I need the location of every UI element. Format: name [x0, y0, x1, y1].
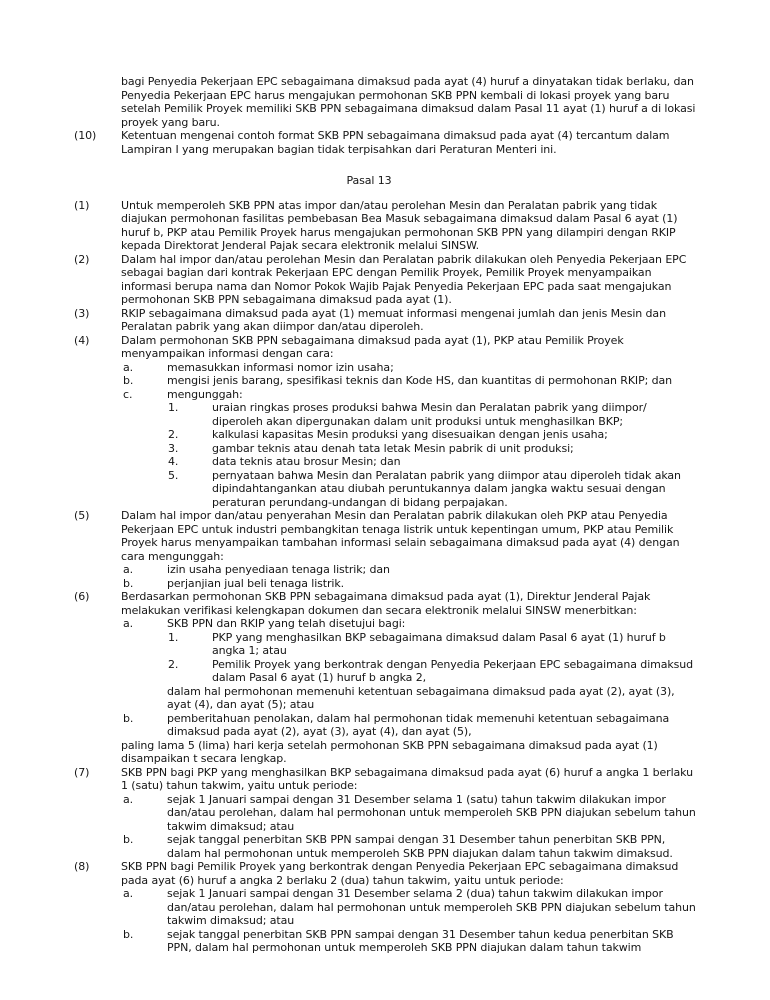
doc-list-item — [0, 766, 770, 793]
item-text: paling lama 5 (lima) hari kerja setelah permohonan SKB PPN sebagaimana dimaksud pada ayat (1) disampaikan t secara lengkap. — [121, 738, 658, 765]
doc-paragraph — [0, 739, 770, 766]
item-text: perjanjian jual beli tenaga listrik. — [167, 576, 345, 590]
doc-list-item — [0, 658, 770, 685]
item-marker: (1) — [74, 198, 90, 212]
item-marker: a. — [123, 887, 134, 900]
item-text: pernyataan bahwa Mesin dan Peralatan pabrik yang diimpor atau diperoleh tidak akan dipindahtangankan atau diubah peruntukannya dalam jangka waktu sesuai dengan peraturan perundang-undangan di bidang perpajakan. — [212, 468, 681, 509]
item-text: SKB PPN dan RKIP yang telah disetujui bagi: — [167, 617, 406, 630]
item-text: sejak tanggal penerbitan SKB PPN sampai dengan 31 Desember tahun penerbitan SKB PPN, dalam hal permohonan untuk memperoleh SKB PPN diajukan dalam tahun takwim dimaksud. — [167, 833, 673, 860]
doc-list-item — [0, 563, 770, 577]
item-marker: 1. — [168, 401, 179, 414]
doc-list-item — [0, 361, 770, 375]
doc-list-item — [0, 253, 770, 307]
doc-paragraph — [0, 685, 770, 712]
doc-list-item — [0, 428, 770, 442]
doc-list-item — [0, 307, 770, 334]
item-marker: 2. — [168, 657, 179, 671]
item-marker: (10) — [74, 129, 97, 142]
item-text: Pemilik Proyek yang berkontrak dengan Penyedia Pekerjaan EPC sebagaimana dimaksud dalam Pasal 6 ayat (1) huruf b angka 2, — [212, 657, 694, 684]
item-marker: 4. — [168, 455, 179, 468]
item-text: sejak 1 Januari sampai dengan 31 Desember selama 1 (satu) tahun takwim dilakukan impor dan/atau perolehan, dalam hal permohonan untuk memperoleh SKB PPN diajukan sebelum tahun takwim dimaksud; atau — [167, 792, 696, 833]
item-text: mengisi jenis barang, spesifikasi teknis dan Kode HS, dan kuantitas di permohonan RKIP; dan — [167, 374, 673, 387]
item-text: dalam hal permohonan memenuhi ketentuan sebagaimana dimaksud pada ayat (2), ayat (3), ayat (4), dan ayat (5); atau — [167, 684, 675, 711]
item-text: RKIP sebagaimana dimaksud pada ayat (1) memuat informasi mengenai jumlah dan jenis Mesin dan Peralatan pabrik yang akan diimpor dan/atau diperoleh. — [121, 306, 666, 333]
doc-list-item — [0, 590, 770, 617]
doc-list-item — [0, 469, 770, 510]
doc-list-item — [0, 388, 770, 402]
doc-list-item — [0, 793, 770, 834]
item-text: kalkulasi kapasitas Mesin produksi yang disesuaikan dengan jenis usaha; — [212, 428, 608, 441]
doc-list-item — [0, 509, 770, 563]
document-body — [0, 75, 770, 955]
doc-list-item — [0, 887, 770, 928]
item-text: Untuk memperoleh SKB PPN atas impor dan/atau perolehan Mesin dan Peralatan pabrik yang tidak diajukan permohonan fasilitas pembebasan Bea Masuk sebagaimana dimaksud dalam Pasal 6 ayat (1) huruf b, PKP atau Pemilik Proyek harus mengajukan permohonan SKB PPN yang dilampiri dengan RKIP kepada Direktorat Jenderal Pajak secara elektronik melalui SINSW. — [121, 198, 678, 252]
item-marker: b. — [123, 576, 134, 590]
item-marker: b. — [123, 833, 134, 846]
item-text: sejak 1 Januari sampai dengan 31 Desember selama 2 (dua) tahun takwim dilakukan impor dan/atau perolehan, dalam hal permohonan untuk memperoleh SKB PPN diajukan sebelum tahun takwim dimaksud; atau — [167, 887, 696, 927]
item-text: SKB PPN bagi Pemilik Proyek yang berkontrak dengan Penyedia Pekerjaan EPC sebagaimana dimaksud pada ayat (6) huruf a angka 2 berlaku 2 (dua) tahun takwim, yaitu untuk periode: — [121, 860, 679, 887]
doc-list-item — [0, 374, 770, 388]
item-marker: a. — [123, 563, 134, 576]
item-text: Dalam hal impor dan/atau penyerahan Mesin dan Peralatan pabrik dilakukan oleh PKP atau Penyedia Pekerjaan EPC untuk industri pembangkitan tenaga listrik untuk kepentingan umum, PKP atau Pemilik Proyek harus menyampaikan tambahan informasi selain sebagaimana dimaksud pada ayat (4) dengan cara mengunggah: — [121, 509, 680, 563]
doc-list-item — [0, 199, 770, 253]
item-text: gambar teknis atau denah tata letak Mesin pabrik di unit produksi; — [212, 441, 574, 455]
item-marker: (6) — [74, 590, 90, 603]
item-text: pemberitahuan penolakan, dalam hal permohonan tidak memenuhi ketentuan sebagaimana dimaksud pada ayat (2), ayat (3), ayat (4), dan ayat (5), — [167, 711, 670, 738]
doc-list-item — [0, 334, 770, 361]
item-marker: (3) — [74, 306, 90, 320]
item-marker: a. — [123, 792, 134, 806]
item-text: data teknis atau brosur Mesin; dan — [212, 455, 401, 468]
item-text: SKB PPN bagi PKP yang menghasilkan BKP sebagaimana dimaksud pada ayat (6) huruf a angka 1 berlaku 1 (satu) tahun takwim, yaitu untuk periode: — [121, 765, 693, 792]
doc-list-item — [0, 860, 770, 887]
section-heading: Pasal 13 — [346, 174, 392, 187]
item-marker: b. — [123, 927, 134, 941]
item-text: Berdasarkan permohonan SKB PPN sebagaimana dimaksud pada ayat (1), Direktur Jenderal Pajak melakukan verifikasi kelengkapan dokumen dan secara elektronik melalui SINSW menerbitkan: — [121, 590, 651, 617]
item-marker: a. — [123, 360, 134, 374]
item-marker: 5. — [168, 468, 179, 482]
item-text: izin usaha penyediaan tenaga listrik; dan — [167, 563, 390, 576]
item-marker: (5) — [74, 509, 90, 522]
doc-list-item — [0, 833, 770, 860]
item-marker: 1. — [168, 630, 179, 644]
item-text: bagi Penyedia Pekerjaan EPC sebagaimana dimaksud pada ayat (4) huruf a dinyatakan tidak berlaku, dan Penyedia Pekerjaan EPC harus mengajukan permohonan SKB PPN kembali di lokasi proyek yang baru setelah Pemilik Proyek memiliki SKB PPN sebagaimana dimaksud dalam Pasal 11 ayat (1) huruf a di lokasi proyek yang baru. — [121, 75, 696, 129]
item-text: sejak tanggal penerbitan SKB PPN sampai dengan 31 Desember tahun kedua penerbitan SKB PPN, dalam hal permohonan untuk memperoleh SKB PPN diajukan dalam tahun takwim — [167, 927, 674, 954]
doc-list-item — [0, 577, 770, 591]
item-text: memasukkan informasi nomor izin usaha; — [167, 360, 394, 374]
doc-list-item — [0, 712, 770, 739]
item-text: Dalam hal impor dan/atau perolehan Mesin dan Peralatan pabrik dilakukan oleh Penyedia Pekerjaan EPC sebagai bagian dari kontrak Pekerjaan EPC dengan Pemilik Proyek, Pemilik Proyek menyampaikan informasi berupa nama dan Nomor Pokok Wajib Pajak Penyedia Pekerjaan EPC pada saat mengajukan permohonan SKB PPN sebagaimana dimaksud pada ayat (1). — [121, 252, 687, 306]
item-marker: b. — [123, 711, 134, 725]
doc-list-item — [0, 442, 770, 456]
item-marker: a. — [123, 617, 134, 630]
item-text: mengunggah: — [167, 387, 243, 401]
doc-list-item — [0, 129, 770, 156]
item-marker: (4) — [74, 333, 90, 347]
item-marker: b. — [123, 374, 134, 387]
item-marker: (2) — [74, 252, 90, 266]
item-text: Dalam permohonan SKB PPN sebagaimana dimaksud pada ayat (1), PKP atau Pemilik Proyek menyampaikan informasi dengan cara: — [121, 333, 624, 360]
item-text: Ketentuan mengenai contoh format SKB PPN sebagaimana dimaksud pada ayat (4) tercantum dalam Lampiran I yang merupakan bagian tidak terpisahkan dari Peraturan Menteri ini. — [121, 129, 670, 156]
item-marker: (8) — [74, 860, 90, 873]
doc-list-item — [0, 401, 770, 428]
doc-paragraph — [0, 75, 770, 129]
item-marker: c. — [123, 387, 133, 401]
doc-list-item — [0, 455, 770, 469]
item-text: uraian ringkas proses produksi bahwa Mesin dan Peralatan pabrik yang diimpor/ diperoleh akan dipergunakan dalam unit produksi untuk menghasilkan BKP; — [212, 401, 647, 428]
doc-list-item — [0, 928, 770, 955]
doc-list-item — [0, 631, 770, 658]
doc-list-item — [0, 617, 770, 631]
item-marker: (7) — [74, 765, 90, 779]
item-marker: 2. — [168, 428, 179, 441]
item-text: PKP yang menghasilkan BKP sebagaimana dimaksud dalam Pasal 6 ayat (1) huruf b angka 1; atau — [212, 630, 666, 657]
item-marker: 3. — [168, 441, 179, 455]
